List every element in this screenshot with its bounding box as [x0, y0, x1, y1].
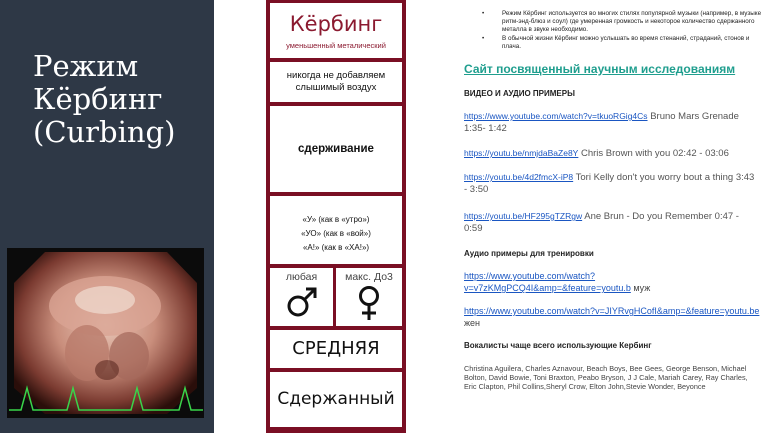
female-symbol-icon — [354, 285, 384, 321]
card-technique: сдерживание — [270, 106, 402, 192]
video-link-3[interactable]: https://youtu.be/4d2fmcX-iP8 — [464, 172, 574, 182]
vocalists-heading: Вокалисты чаще всего использующие Кербинг — [464, 341, 652, 350]
audio-entry-2 — [464, 305, 760, 329]
card-range — [270, 268, 402, 326]
vowel-2: «УО» (как в «вой») — [301, 229, 371, 238]
video-note-1: Bruno Mars Grenade 1:35- 1:42 — [464, 111, 739, 134]
bullet-2: • В обычной жизни Кёрбинг можно услышать во время стенаний, страданий, стонов и плача. — [502, 35, 764, 51]
video-note-4: Ane Brun - Do you Remember 0:47 - 0:59 — [464, 211, 739, 234]
video-heading: ВИДЕО И АУДИО ПРИМЕРЫ — [464, 89, 575, 98]
video-note-3: Tori Kelly don't you worry bout a thing 3:43 - 3:50 — [464, 172, 755, 195]
video-entry-3 — [464, 171, 760, 196]
card-vowels — [270, 196, 402, 264]
title-line-1: Режим — [33, 49, 139, 83]
card-character: Сдержанный — [270, 372, 402, 427]
audio-entry-1 — [464, 270, 760, 294]
video-entry-2 — [464, 147, 760, 160]
curbing-card — [266, 0, 406, 433]
title-line-3: (Curbing) — [33, 115, 176, 149]
video-link-4[interactable]: https://youtu.be/HF295gTZRgw — [464, 211, 583, 221]
vowel-1: «У» (как в «утро») — [302, 215, 370, 224]
male-range-label: любая — [285, 271, 318, 283]
audio-heading: Аудио примеры для тренировки — [464, 249, 594, 258]
slide-title — [33, 50, 211, 149]
female-range-label: макс. До3 — [345, 271, 393, 283]
male-symbol-icon — [285, 285, 319, 319]
vowel-3: «А!» (как в «ХА!») — [302, 243, 370, 252]
description-bullets — [502, 10, 764, 52]
video-link-2[interactable]: https://youtu.be/nmjdaBaZe8Y — [464, 148, 579, 158]
left-panel — [0, 0, 214, 433]
research-site-link[interactable]: Сайт посвященный научным исследованиям — [464, 62, 736, 76]
title-line-2: Кёрбинг — [33, 82, 163, 116]
video-note-2: Chris Brown with you 02:42 - 03:06 — [581, 148, 729, 159]
video-link-1[interactable]: https://www.youtube.com/watch?v=tkuoRGig4Cs — [464, 111, 648, 121]
audio-note-1: муж — [633, 283, 651, 293]
vocalists-list: Christina Aguilera, Charles Aznavour, Beach Boys, Bee Gees, George Benson, Michael Bolton, David Bowie, Toni Braxton, Peabo Bryson, J J Cale, Mariah Carey, Ray Charles, Eric Clapton, Phil Collins,Sheryl Crow, Elton John,Stevie Wonder, Beyonce — [464, 364, 748, 391]
card-volume: СРЕДНЯЯ — [270, 330, 402, 368]
video-entry-1 — [464, 110, 760, 135]
card-brand-subtitle: уменьшенный металический — [286, 41, 386, 50]
card-brand: Кёрбинг — [289, 12, 383, 36]
female-range — [336, 268, 402, 326]
audio-note-2: жен — [464, 318, 480, 328]
card-header — [270, 3, 402, 58]
laryngoscope-image — [7, 248, 204, 418]
bullet-1: • Режим Кёрбинг используется во многих стилях популярной музыки (например, в музыке ритм-энд-блюз и соул) где умеренная громкость и некоторое количество сдержанного металла в звуке необходимо. — [502, 10, 764, 34]
audio-link-1[interactable]: https://www.youtube.com/watch?v=v7zKMgPCQ4I&amp=&feature=youtu.b — [464, 271, 631, 293]
audio-link-2[interactable]: https://www.youtube.com/watch?v=JIYRvgHCofI&amp=&feature=youtu.be — [464, 306, 760, 316]
video-entry-4 — [464, 210, 760, 235]
card-rule: никогда не добавляем слышимый воздух — [270, 62, 402, 102]
male-range — [270, 268, 336, 326]
